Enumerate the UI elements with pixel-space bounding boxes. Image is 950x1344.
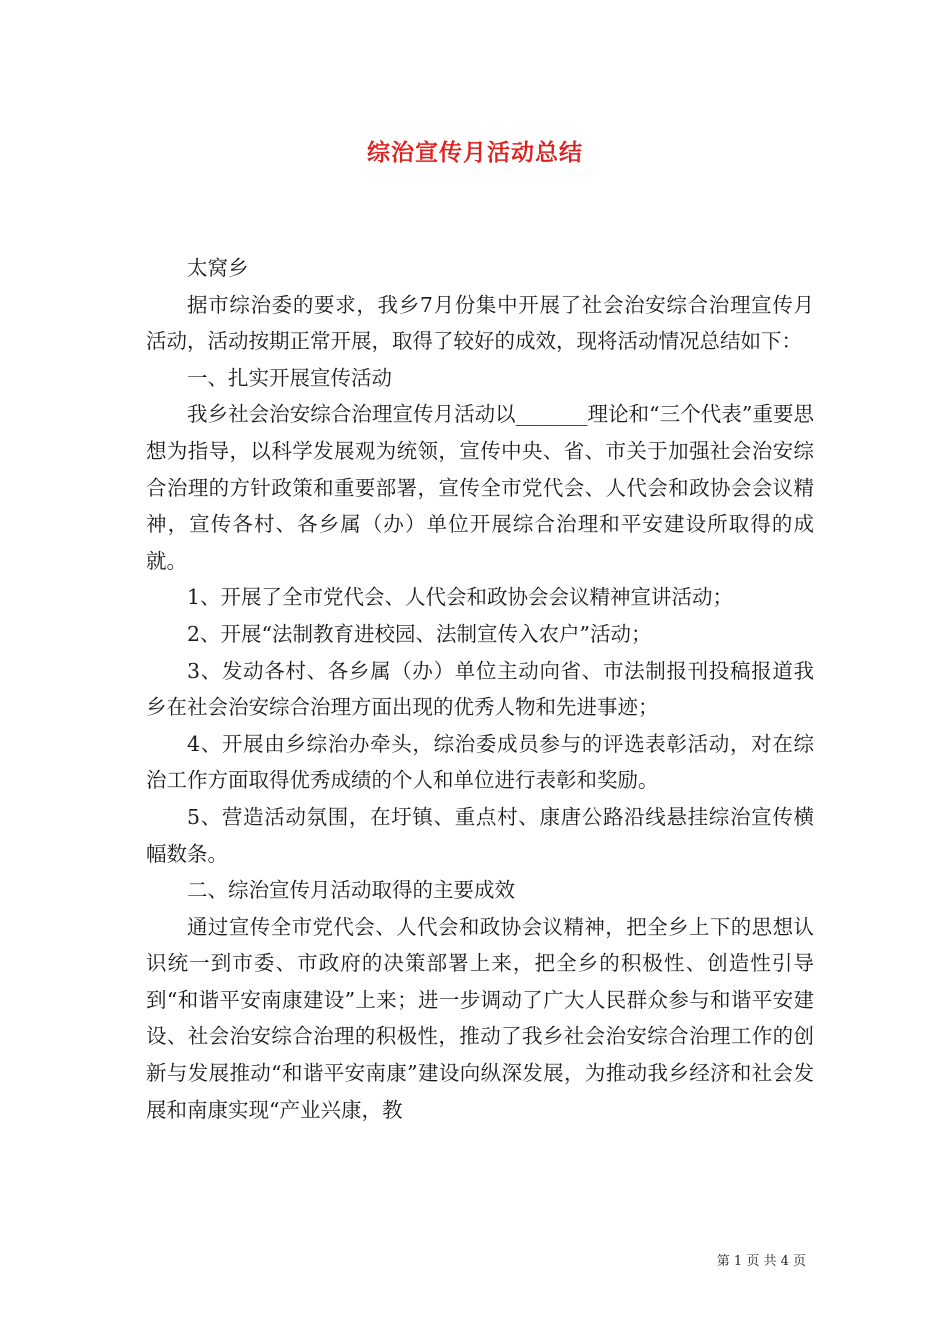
list-item-4: 4、开展由乡综治办牵头，综治委成员参与的评选表彰活动，对在综治工作方面取得优秀成绩的个人和单位进行表彰和奖励。 [146, 731, 814, 793]
organization-name: 太窝乡 [187, 256, 249, 280]
document-title: 综治宣传月活动总结 [367, 140, 583, 166]
list-item-3: 3、发动各村、各乡属（办）单位主动向省、市法制报刊投稿报道我乡在社会治安综合治理方面出现的优秀人物和先进事迹； [146, 658, 814, 720]
list-item-5: 5、营造活动氛围，在圩镇、重点村、康唐公路沿线悬挂综治宣传横幅数条。 [146, 804, 814, 866]
intro-paragraph: 据市综治委的要求，我乡7月份集中开展了社会治安综合治理宣传月活动，活动按期正常开展，取得了较好的成效，现将活动情况总结如下： [146, 292, 814, 354]
list-item-2: 2、开展“法制教育进校园、法制宣传入农户”活动； [187, 621, 652, 646]
body-paragraph: 通过宣传全市党代会、人代会和政协会议精神，把全乡上下的思想认识统一到市委、市政府的决策部署上来，把全乡的积极性、创造性引导到“和谐平安南康建设”上来；进一步调动了广大人民群众参与和谐平安建设、社会治安综合治理的积极性，推动了我乡社会治安综合治理工作的创新与发展推动“和谐平安南康”建设向纵深发展，为推动我乡经济和社会发展和南康实现“产业兴康，教 [146, 914, 814, 1122]
section-heading-1: 一、扎实开展宣传活动 [187, 365, 392, 390]
section-heading-2: 二、综治宣传月活动取得的主要成效 [187, 878, 515, 903]
body-paragraph: 我乡社会治安综合治理宣传月活动以_______理论和“三个代表”重要思想为指导，以科学发展观为统领，宣传中央、省、市关于加强社会治安综合治理的方针政策和重要部署，宣传全市党代会、人代会和政协会会议精神，宣传各村、各乡属（办）单位开展综合治理和平安建设所取得的成就。 [146, 402, 814, 573]
document-body [146, 250, 814, 1128]
list-item-1: 1、开展了全市党代会、人代会和政协会会议精神宣讲活动； [187, 585, 734, 610]
page-number: 第 1 页 共 4 页 [716, 1254, 806, 1269]
